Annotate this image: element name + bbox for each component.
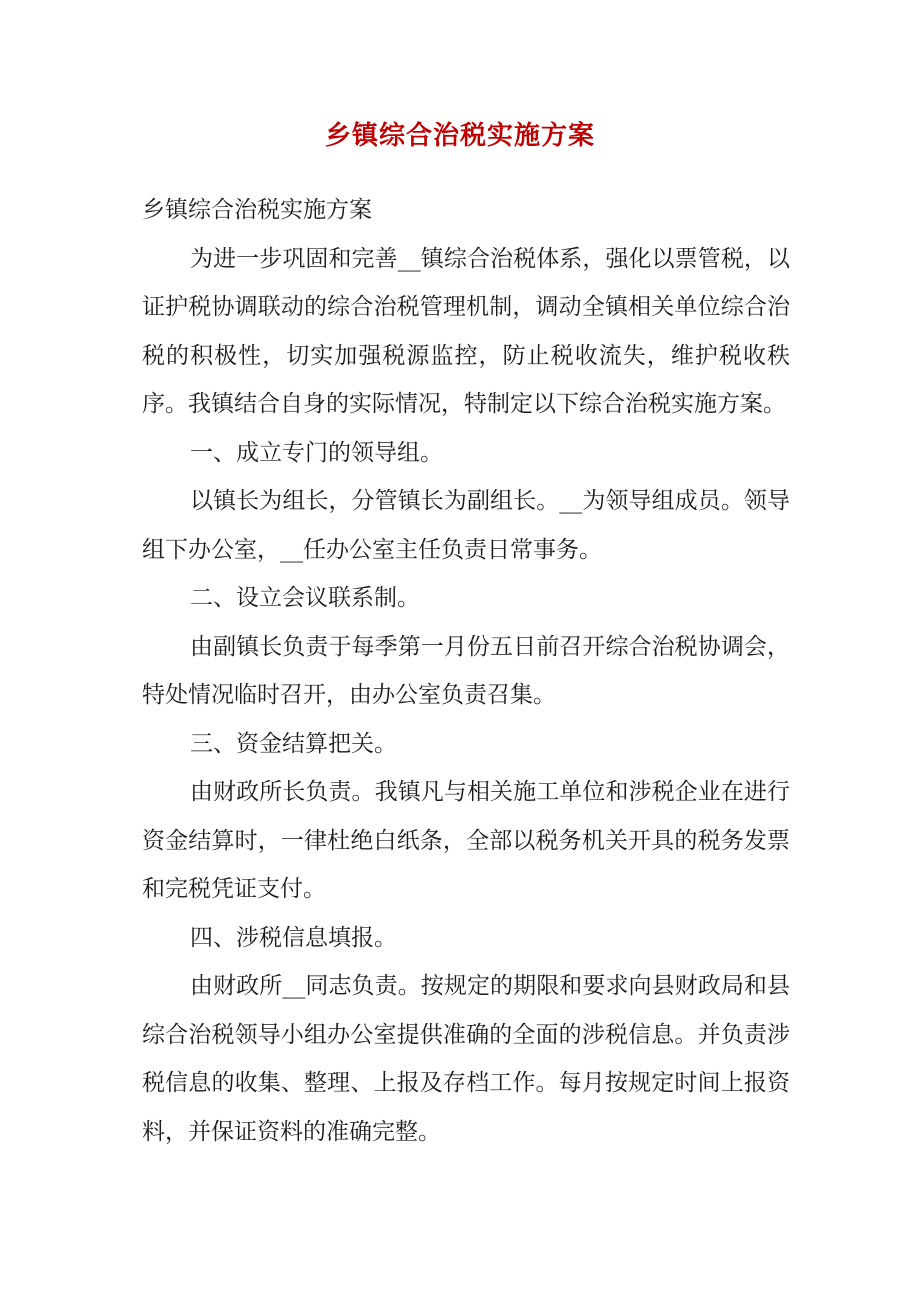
section-body-2: 由副镇长负责于每季第一月份五日前召开综合治税协调会，特处情况临时召开，由办公室负责召集。 <box>142 633 790 708</box>
section-body-1: 以镇长为组长，分管镇长为副组长。__为领导组成员。领导组下办公室，__任办公室主任负责日常事务。 <box>142 488 790 563</box>
document-body <box>142 186 790 1156</box>
paragraph-subtitle: 乡镇综合治税实施方案 <box>142 197 372 223</box>
section-heading-1: 一、成立专门的领导组。 <box>190 439 443 466</box>
section-heading-2: 二、设立会议联系制。 <box>190 585 420 611</box>
section-heading-3: 三、资金结算把关。 <box>190 730 397 757</box>
section-body-4: 由财政所__同志负责。按规定的期限和要求向县财政局和县综合治税领导小组办公室提供准确的全面的涉税信息。并负责涉税信息的收集、整理、上报及存档工作。每月按规定时间上报资料，并保证资料的准确完整。 <box>142 973 790 1145</box>
document-title: 乡镇综合治税实施方案 <box>324 121 595 151</box>
section-body-3: 由财政所长负责。我镇凡与相关施工单位和涉税企业在进行资金结算时，一律杜绝白纸条，全部以税务机关开具的税务发票和完税凭证支付。 <box>142 779 790 902</box>
section-heading-4: 四、涉税信息填报。 <box>190 924 397 951</box>
paragraph-intro: 为进一步巩固和完善__镇综合治税体系，强化以票管税，以证护税协调联动的综合治税管理机制，调动全镇相关单位综合治税的积极性，切实加强税源监控，防止税收流失，维护税收秩序。我镇结合自身的实际情况，特制定以下综合治税实施方案。 <box>142 245 790 417</box>
